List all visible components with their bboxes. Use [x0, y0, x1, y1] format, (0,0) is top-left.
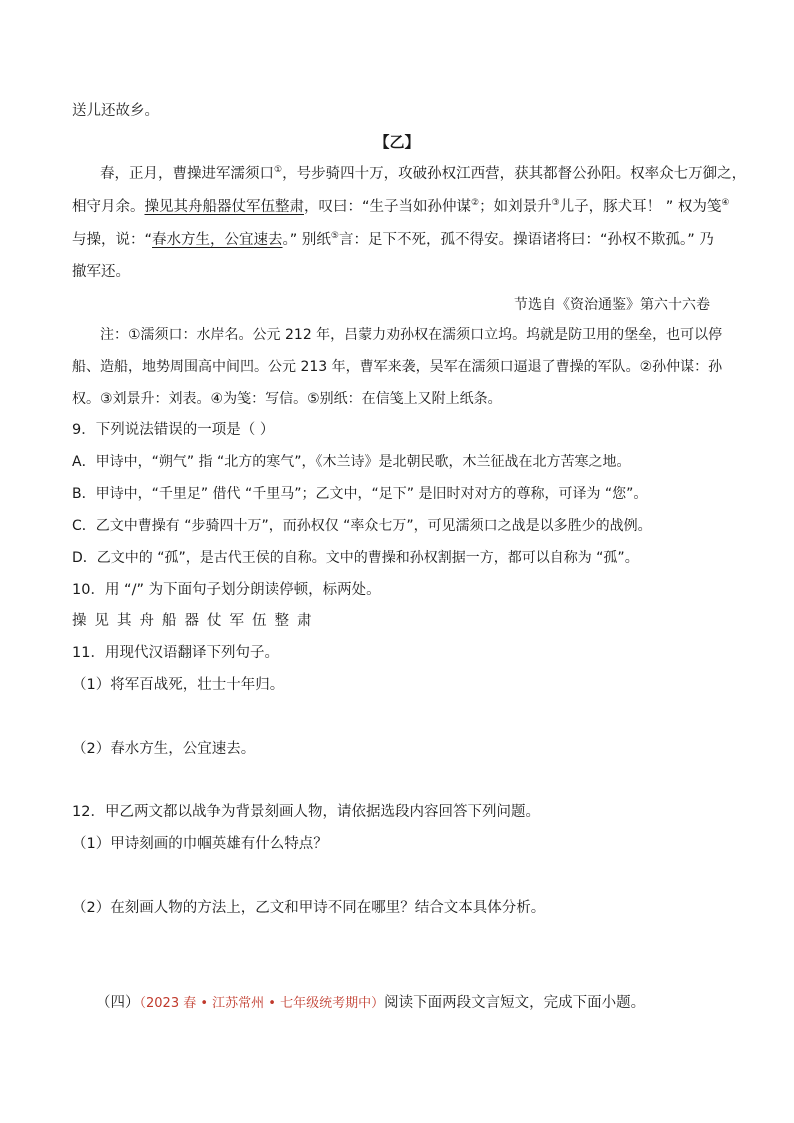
question-9-option-a: A．甲诗中，“朔气” 指 “北方的寒气”，《木兰诗》是北朝民歌，木兰征战在北方苦寒之地。 — [72, 454, 631, 470]
question-9-option-d: D．乙文中的 “孤”，是古代王侯的自称。文中的曹操和孙权割据一方，都可以自称为 “孤”。 — [72, 550, 639, 566]
source-citation: 节选自《资治通鉴》第六十六卷 — [514, 297, 710, 313]
question-11-stem: 11．用现代汉语翻译下列句子。 — [72, 645, 279, 661]
notes-line-3: 权。③刘景升：刘表。④为笺：写信。⑤别纸：在信笺上又附上纸条。 — [72, 391, 502, 407]
section-title: 【乙】 — [374, 133, 420, 151]
question-10-stem: 10．用 “/” 为下面句子划分朗读停顿，标两处。 — [72, 582, 381, 598]
section-4-heading: （四）（2023 春 • 江苏常州 • 七年级统考期中）阅读下面两段文言短文，完成下面小题。 — [96, 995, 646, 1011]
question-11-item-2: （2）春水方生，公宜速去。 — [72, 741, 256, 757]
passage-line-1: 春，正月，曹操进军濡须口①，号步骑四十万，攻破孙权江西营，获其都督公孙阳。权率众七万御之， — [100, 165, 747, 182]
question-10-sentence: 操见其舟船器仗军伍整肃 — [72, 613, 320, 629]
passage-line-3: 与操，说：“春水方生，公宜速去。” 别纸⑤言：足下不死，孤不得安。操语诸将曰：“孙权不欺孤。” 乃 — [72, 231, 714, 248]
passage-line-2: 相守月余。操见其舟船器仗军伍整肃，叹曰：“生子当如孙仲谋②；如刘景升③儿子，豚犬耳！ ” 权为笺④ — [72, 198, 730, 215]
top-line: 送儿还故乡。 — [72, 103, 159, 119]
question-12-stem: 12．甲乙两文都以战争为背景刻画人物，请依据选段内容回答下列问题。 — [72, 804, 540, 820]
notes-line-2: 船、造船，地势周围高中间凹。公元 213 年，曹军来袭，吴军在濡须口逼退了曹操的军队。②孙仲谋：孙 — [72, 359, 723, 375]
passage-line-4: 撤军还。 — [72, 264, 130, 280]
question-11-item-1: （1）将军百战死，壮士十年归。 — [72, 677, 285, 693]
exam-source-tag: （2023 春 • 江苏常州 • 七年级统考期中） — [139, 996, 385, 1011]
question-12-item-1: （1）甲诗刻画的巾帼英雄有什么特点？ — [72, 836, 328, 852]
question-12-item-2: （2）在刻画人物的方法上，乙文和甲诗不同在哪里？结合文本具体分析。 — [72, 900, 546, 916]
question-9-option-b: B．甲诗中，“千里足” 借代 “千里马”；乙文中，“足下” 是旧时对对方的尊称，可译为 “您”。 — [72, 486, 648, 502]
notes-line-1: 注：①濡须口：水岸名。公元 212 年，吕蒙力劝孙权在濡须口立坞。坞就是防卫用的堡垒，也可以停 — [100, 327, 723, 343]
question-9-option-c: C．乙文中曹操有 “步骑四十万”，而孙权仅 “率众七万”，可见濡须口之战是以多胜少的战例。 — [72, 518, 652, 534]
question-9-stem: 9．下列说法错误的一项是（ ） — [72, 422, 275, 438]
